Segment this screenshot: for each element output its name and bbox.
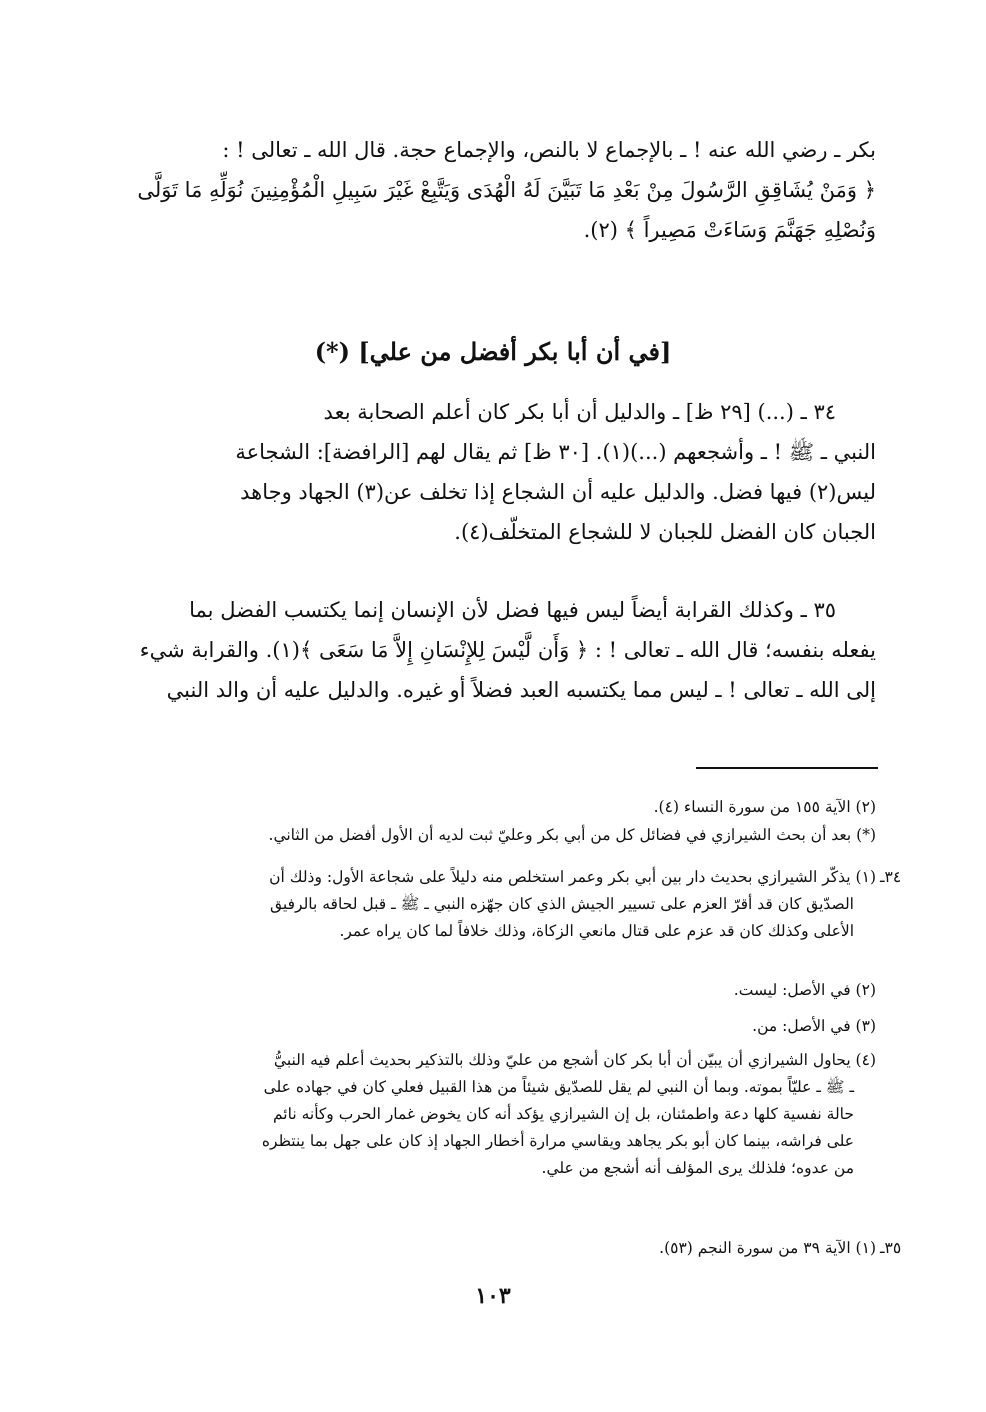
footnote-34-2 xyxy=(100,977,876,1004)
body-line: ٣٤ ـ (...) [٢٩ ظ] ـ والدليل أن أبا بكر كان أعلم الصحابة بعد xyxy=(323,400,836,424)
quran-verse-line: وَنُصْلِهِ جَهَنَّمَ وَسَاءَتْ مَصِيراً ﴾ (٢). xyxy=(583,218,876,242)
footnote-line: ـ ﷺ ـ عليّاً بموته. وبما أن النبي لم يقل للصدّيق شيئاً من هذا القبيل فعلي كان في جهاده على xyxy=(263,1078,854,1096)
footnote-line: على فراشه، بينما كان أبو بكر يجاهد ويقاسي مرارة أخطار الجهاد إذ كان على جهل بما ينتظره xyxy=(261,1132,854,1150)
body-line: ليس(٢) فيها فضل. والدليل عليه أن الشجاع إذا تخلف عن(٣) الجهاد وجاهد xyxy=(240,480,876,504)
paragraph-34 xyxy=(110,392,876,552)
quran-verse-line: ﴿ وَمَنْ يُشَاقِقِ الرَّسُولَ مِنْ بَعْدِ مَا تَبَيَّنَ لَهُ الْهُدَى وَيَتَّبِعْ غَيْرَ سَبِيلِ الْمُؤْمِنِينَ نُوَلِّهِ مَا تَوَلَّى xyxy=(137,178,876,202)
body-line: يفعله بنفسه؛ قال الله ـ تعالى ! : ﴿ وَأَن لَّيْسَ لِلإِنْسَانِ إِلاَّ مَا سَعَى ﴾(١). والقرابة شيء xyxy=(139,638,876,662)
footnote-line: الأعلى وكذلك كان قد عزم على قتال مانعي الزكاة، وذلك خلافاً لما كان يراه عمر. xyxy=(339,922,854,940)
footnote-line: (*) بعد أن بحث الشيرازي في فضائل كل من أبي بكر وعليّ ثبت لديه أن الأول أفضل من الثاني. xyxy=(268,826,876,844)
footnote-line: (١) الآية ٣٩ من سورة النجم (٥٣). xyxy=(659,1239,876,1257)
top-paragraph xyxy=(110,130,876,250)
page-number: ١٠٣ xyxy=(475,1283,511,1309)
footnote-line: من عدوه؛ فلذلك يرى المؤلف أنه أشجع من علي. xyxy=(541,1159,854,1177)
body-line: بكر ـ رضي الله عنه ! ـ بالإجماع لا بالنص، والإجماع حجة. قال الله ـ تعالى ! : xyxy=(222,138,876,162)
paragraph-35 xyxy=(110,590,876,710)
footnote-line: حالة نفسية كلها دعة واطمئنان، بل إن الشيرازي يؤكد أنه كان يخوض غمار الحرب وكأنه نائم xyxy=(272,1105,854,1123)
footnote-line: (١) يذكّر الشيرازي بحديث دار بين أبي بكر وعمر استخلص منه دليلاً على شجاعة الأول: وذلك أن xyxy=(269,868,876,886)
footnote-34-1 xyxy=(100,864,876,945)
footnote-separator xyxy=(696,767,878,769)
footnote-35-1 xyxy=(100,1235,876,1262)
footnote-line: الصدّيق كان قد أقرّ العزم على تسيير الجيش الذي كان جهّزه النبي ـ ﷺ ـ قبل لحاقه بالرفيق xyxy=(270,895,854,913)
body-line: ٣٥ ـ وكذلك القرابة أيضاً ليس فيها فضل لأن الإنسان إنما يكتسب الفضل بما xyxy=(189,598,836,622)
body-line: الجبان كان الفضل للجبان لا للشجاع المتخلّف(٤). xyxy=(454,520,876,544)
footnote-line: (٣) في الأصل: من. xyxy=(752,1017,876,1035)
footnote-group-prefix-34: ٣٤ـ xyxy=(880,868,902,886)
footnote-line: (٢) الآية ١٥٥ من سورة النساء (٤). xyxy=(653,798,876,816)
footnote-line: (٢) في الأصل: ليست. xyxy=(733,981,876,999)
body-line: النبي ـ ﷺ ! ـ وأشجعهم (...)(١). [٣٠ ظ] ثم يقال لهم [الرافضة]: الشجاعة xyxy=(235,440,876,464)
footnote-2-top xyxy=(100,794,876,821)
footnote-star xyxy=(100,822,876,849)
footnote-34-4 xyxy=(100,1047,876,1182)
footnote-line: (٤) يحاول الشيرازي أن يبيّن أن أبا بكر كان أشجع من عليّ وذلك بالتذكير بحديث أعلم فيه النبيُّ xyxy=(273,1051,876,1069)
body-line: إلى الله ـ تعالى ! ـ ليس مما يكتسبه العبد فضلاً أو غيره. والدليل عليه أن والد النبي xyxy=(166,678,876,702)
section-heading: [في أن أبا بكر أفضل من علي] (*) xyxy=(314,337,672,366)
footnote-group-prefix-35: ٣٥ـ xyxy=(880,1239,902,1257)
footnote-34-3 xyxy=(100,1013,876,1040)
